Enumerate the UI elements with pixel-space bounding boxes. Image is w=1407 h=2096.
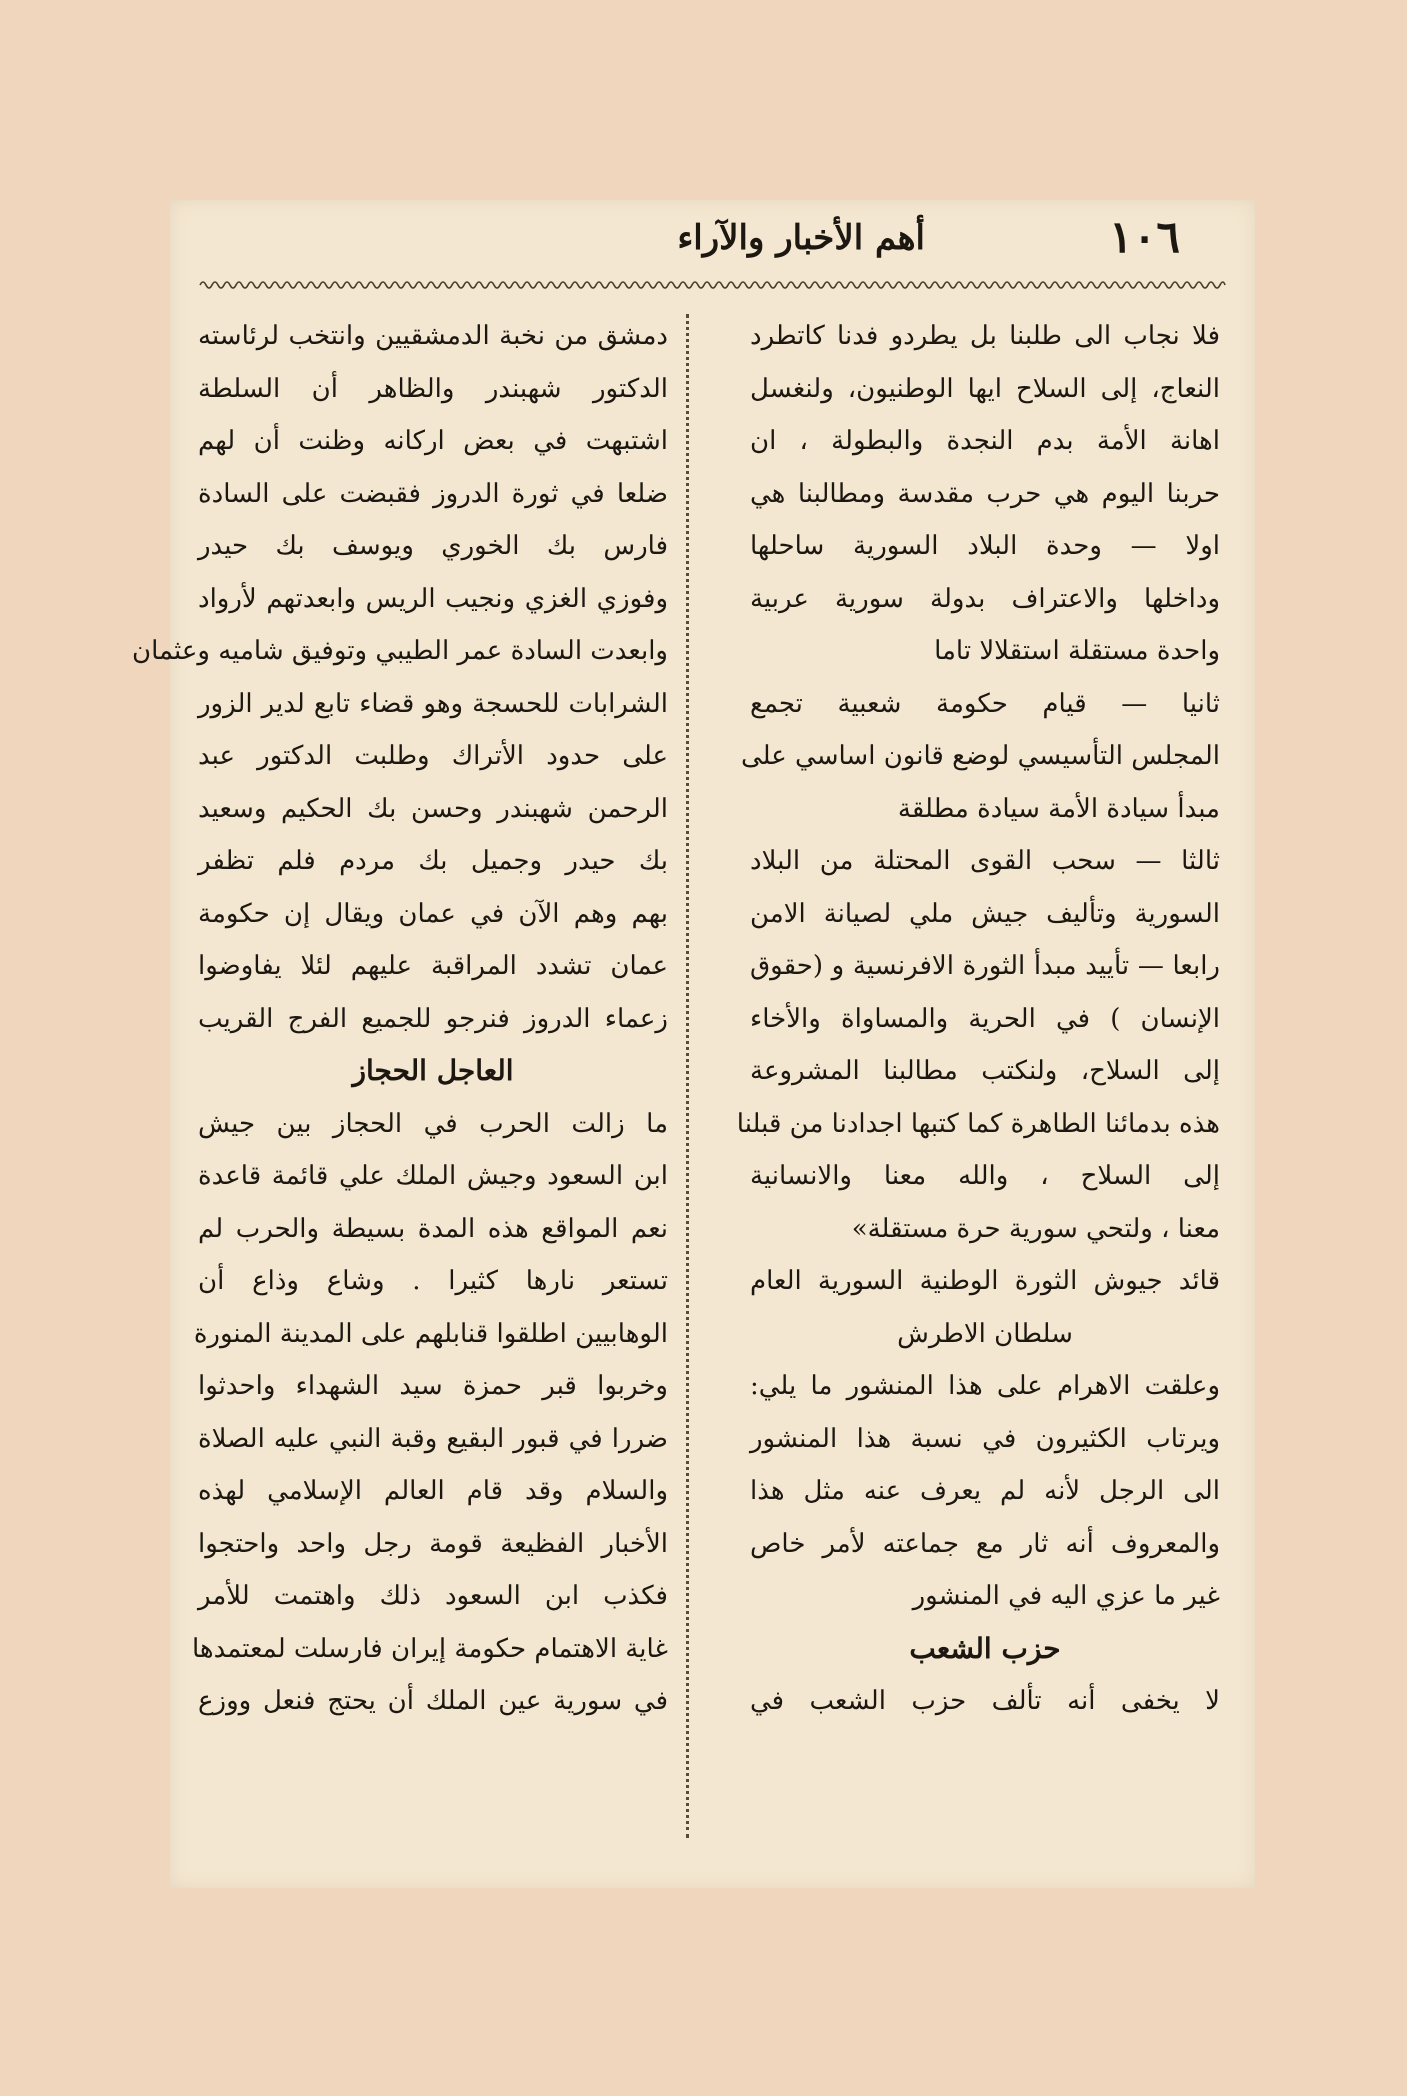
text-line: معنا ، ولتحي سورية حرة مستقلة»: [851, 1213, 1220, 1244]
wavy-rule-divider: [200, 278, 1225, 292]
page-number: ١٠٦: [1109, 212, 1180, 263]
section-heading: العاجل الحجاز: [352, 1054, 514, 1087]
text-line: السورية وتأليف جيش ملي لصيانة الامن: [750, 898, 1220, 929]
text-line: على حدود الأتراك وطلبت الدكتور عبد: [198, 741, 668, 771]
text-line: حربنا اليوم هي حرب مقدسة ومطالبنا هي: [750, 478, 1220, 509]
text-line: الأخبار الفظيعة قومة رجل واحد واحتجوا: [198, 1528, 668, 1559]
text-line: قائد جيوش الثورة الوطنية السورية العام: [750, 1266, 1220, 1296]
text-line: وداخلها والاعتراف بدولة سورية عربية: [750, 583, 1220, 614]
text-line: ابن السعود وجيش الملك علي قائمة قاعدة: [198, 1161, 668, 1191]
text-line: وابعدت السادة عمر الطيبي وتوفيق شاميه وعثمان: [131, 636, 668, 666]
text-line: فكذب ابن السعود ذلك واهتمت للأمر: [198, 1581, 668, 1611]
text-line: إلى السلاح ، والله معنا والانسانية: [750, 1161, 1220, 1191]
text-line: في سورية عين الملك أن يحتج فنعل ووزع: [198, 1686, 668, 1716]
text-line: الدكتور شهبندر والظاهر أن السلطة: [198, 373, 668, 404]
section-heading: حزب الشعب: [909, 1631, 1061, 1665]
text-line: الى الرجل لأنه لم يعرف عنه مثل هذا: [750, 1476, 1220, 1506]
running-title: أهم الأخبار والآراء: [677, 218, 925, 258]
text-line: نعم المواقع هذه المدة بسيطة والحرب لم: [198, 1213, 668, 1244]
text-line: إلى السلاح، ولنكتب مطالبنا المشروعة: [750, 1056, 1220, 1086]
text-line: غير ما عزي اليه في المنشور: [912, 1581, 1220, 1611]
text-line: اهانة الأمة بدم النجدة والبطولة ، ان: [750, 426, 1220, 456]
document-page: [131, 200, 1255, 1888]
text-line: والسلام وقد قام العالم الإسلامي لهذه: [198, 1476, 668, 1506]
text-line: هذه بدمائنا الطاهرة كما كتبها اجدادنا من قبلنا: [736, 1108, 1220, 1139]
text-line: فلا نجاب الى طلبنا بل يطردو فدنا كاتطرد: [750, 321, 1220, 351]
text-line: ثانيا — قيام حكومة شعبية تجمع: [750, 688, 1220, 719]
text-line: الشرابات للحسجة وهو قضاء تابع لدير الزور: [198, 688, 668, 719]
text-line: ثالثا — سحب القوى المحتلة من البلاد: [750, 846, 1220, 876]
text-line: وعلقت الاهرام على هذا المنشور ما يلي:: [750, 1371, 1220, 1401]
text-line: لا يخفى أنه تألف حزب الشعب في: [750, 1686, 1220, 1716]
text-line: الإنسان ) في الحرية والمساواة والأخاء: [750, 1003, 1220, 1034]
text-line: الوهابيين اطلقوا قنابلهم على المدينة المنورة: [193, 1318, 668, 1349]
text-line: تستعر نارها كثيرا . وشاع وذاع أن: [198, 1266, 668, 1296]
text-line: واحدة مستقلة استقلالا تاما: [934, 636, 1220, 666]
text-line: بهم وهم الآن في عمان ويقال إن حكومة: [198, 898, 668, 929]
two-column-body: [131, 310, 1220, 1858]
text-line: اشتبهت في بعض اركانه وظنت أن لهم: [198, 426, 668, 456]
text-line: عمان تشدد المراقبة عليهم لئلا يفاوضوا: [198, 951, 668, 981]
text-line: والمعروف أنه ثار مع جماعته لأمر خاص: [750, 1528, 1220, 1559]
text-line: النعاج، إلى السلاح ايها الوطنيون، ولنغسل: [750, 373, 1220, 404]
column-divider: [686, 314, 689, 1838]
text-line: زعماء الدروز فنرجو للجميع الفرج القريب: [198, 1003, 668, 1034]
text-line: ضررا في قبور البقيع وقبة النبي عليه الصلاة: [198, 1423, 668, 1454]
right-column: [736, 310, 1220, 1728]
text-line: دمشق من نخبة الدمشقيين وانتخب لرئاسته: [198, 321, 668, 351]
text-line: بك حيدر وجميل بك مردم فلم تظفر: [198, 846, 668, 876]
text-line: ضلعا في ثورة الدروز فقبضت على السادة: [198, 478, 668, 509]
text-line: وخربوا قبر حمزة سيد الشهداء واحدثوا: [198, 1371, 668, 1401]
text-line: المجلس التأسيسي لوضع قانون اساسي على: [740, 741, 1220, 771]
text-line: فارس بك الخوري ويوسف بك حيدر: [198, 531, 668, 561]
text-line: مبدأ سيادة الأمة سيادة مطلقة: [897, 793, 1220, 824]
text-line: الرحمن شهبندر وحسن بك الحكيم وسعيد: [198, 793, 668, 824]
text-line: ما زالت الحرب في الحجاز بين جيش: [198, 1108, 668, 1139]
signature-name: سلطان الاطرش: [897, 1318, 1073, 1349]
text-line: اولا — وحدة البلاد السورية ساحلها: [750, 531, 1220, 561]
text-line: ويرتاب الكثيرون في نسبة هذا المنشور: [750, 1423, 1220, 1454]
page-header: [170, 200, 1255, 290]
left-column: [131, 310, 668, 1728]
text-line: وفوزي الغزي ونجيب الريس وابعدتهم لأرواد: [198, 583, 668, 614]
text-line: غاية الاهتمام حكومة إيران فارسلت لمعتمدها: [191, 1633, 668, 1664]
text-line: رابعا — تأييد مبدأ الثورة الافرنسية و (حقوق: [750, 951, 1220, 981]
